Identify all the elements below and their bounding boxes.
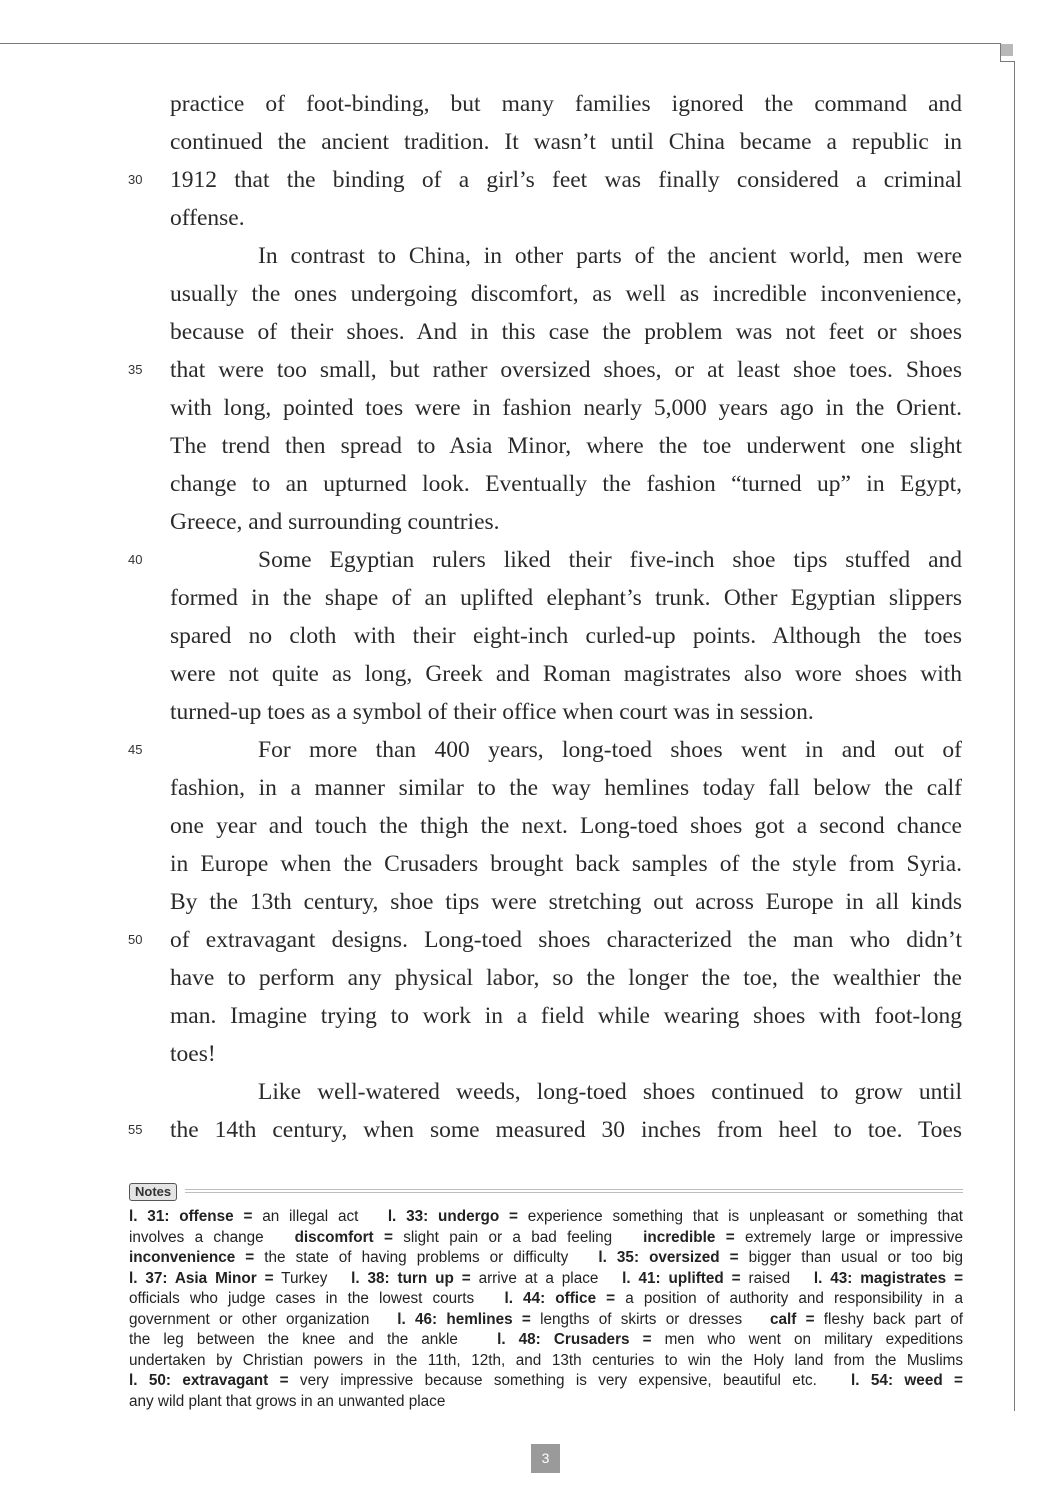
note-line	[129, 1330, 963, 1351]
passage-line-text: spared no cloth with their eight-inch curled-up points. Although the toes	[170, 623, 962, 649]
passage-line	[128, 1111, 962, 1149]
passage-line	[128, 731, 962, 769]
right-border-rule	[1000, 61, 1014, 62]
note-definition: extremely large or impressive	[734, 1228, 963, 1246]
passage-line	[170, 617, 962, 655]
passage-line	[170, 959, 962, 997]
line-number: 40	[128, 552, 143, 567]
corner-marker	[1001, 44, 1013, 56]
note-definition: government or other organization	[129, 1310, 398, 1328]
note-term: l. 48: Crusaders =	[497, 1331, 652, 1348]
note-definition: men who went on military expeditions	[651, 1331, 963, 1348]
passage-line-text: By the 13th century, shoe tips were stretching out across Europe in all kinds	[170, 889, 962, 915]
passage-line-text: Like well-watered weeds, long-toed shoes continued to grow until	[258, 1079, 962, 1105]
note-line	[129, 1392, 963, 1413]
note-line	[129, 1289, 963, 1310]
note-definition: officials who judge cases in the lowest courts	[129, 1290, 505, 1307]
passage-line	[170, 427, 962, 465]
passage-line-text: turned-up toes as a symbol of their office when court was in session.	[170, 699, 814, 725]
note-line	[129, 1351, 963, 1372]
note-term: l. 41: uplifted =	[622, 1269, 741, 1287]
passage-line-text: offense.	[170, 205, 245, 231]
note-term: l. 31: offense =	[129, 1208, 253, 1225]
passage-line	[170, 503, 962, 541]
passage-line	[170, 807, 962, 845]
note-term: l. 46: hemlines =	[397, 1310, 531, 1328]
note-line	[129, 1248, 963, 1269]
passage-line	[170, 123, 962, 161]
notes-divider	[185, 1192, 963, 1193]
note-term: l. 50: extravagant =	[129, 1372, 289, 1389]
top-border-rule	[0, 43, 1000, 44]
note-definition: Turkey	[273, 1269, 352, 1287]
note-definition: the leg between the knee and the ankle	[129, 1331, 498, 1348]
vocabulary-notes	[129, 1207, 963, 1412]
passage-line-text: have to perform any physical labor, so the longer the toe, the wealthier the	[170, 965, 962, 991]
passage-line	[170, 465, 962, 503]
notes-divider	[185, 1189, 963, 1190]
passage-line-text: formed in the shape of an uplifted elephant’s trunk. Other Egyptian slippers	[170, 585, 962, 611]
passage-line-text: The trend then spread to Asia Minor, where the toe underwent one slight	[170, 433, 962, 459]
passage-line	[170, 275, 962, 313]
note-definition: any wild plant that grows in an unwanted place	[129, 1392, 446, 1410]
line-number: 45	[128, 742, 143, 757]
passage-line-text: Some Egyptian rulers liked their five-inch shoe tips stuffed and	[258, 547, 962, 573]
passage-line	[128, 161, 962, 199]
notes-header	[129, 1183, 963, 1201]
note-term: l. 38: turn up =	[351, 1269, 471, 1287]
note-definition: very impressive because something is very expensive, beautiful etc.	[288, 1372, 852, 1389]
passage-line-text: because of their shoes. And in this case the problem was not feet or shoes	[170, 319, 962, 345]
line-number: 55	[128, 1122, 143, 1137]
passage-line	[170, 845, 962, 883]
passage-line-text: that were too small, but rather oversized shoes, or at least shoe toes. Shoes	[170, 357, 962, 383]
passage-line	[170, 199, 962, 237]
note-definition: arrive at a place	[470, 1269, 623, 1287]
passage-line	[128, 921, 962, 959]
note-term: l. 37: Asia Minor =	[129, 1269, 274, 1287]
note-term: discomfort =	[294, 1228, 393, 1246]
passage-line-text: fashion, in a manner similar to the way hemlines today fall below the calf	[170, 775, 962, 801]
passage-line-text: practice of foot-binding, but many families ignored the command and	[170, 91, 962, 117]
note-line	[129, 1207, 963, 1228]
note-term: l. 44: office =	[504, 1290, 616, 1307]
note-definition: experience something that is unpleasant or something that	[517, 1208, 963, 1225]
note-line	[129, 1269, 963, 1290]
passage-line	[170, 313, 962, 351]
note-definition: the state of having problems or difficulty	[254, 1249, 599, 1266]
passage-line-text: For more than 400 years, long-toed shoes went in and out of	[258, 737, 962, 763]
passage-line	[170, 883, 962, 921]
passage-line	[170, 1073, 962, 1111]
note-term: l. 43: magistrates =	[813, 1269, 964, 1287]
passage-line	[170, 85, 962, 123]
note-definition: fleshy back part of	[814, 1310, 963, 1328]
passage-line-text: In contrast to China, in other parts of the ancient world, men were	[258, 243, 962, 269]
passage-line	[170, 769, 962, 807]
passage-line	[170, 579, 962, 617]
page-number: 3	[531, 1444, 560, 1473]
passage-line	[128, 351, 962, 389]
passage-line-text: change to an upturned look. Eventually the fashion “turned up” in Egypt,	[170, 471, 962, 497]
line-number: 30	[128, 172, 143, 187]
passage-line	[170, 997, 962, 1035]
passage-line-text: the 14th century, when some measured 30 inches from heel to toe. Toes	[170, 1117, 962, 1143]
passage-line	[170, 1035, 962, 1073]
passage-line	[170, 237, 962, 275]
note-line	[129, 1228, 963, 1249]
passage-line-text: 1912 that the binding of a girl’s feet was finally considered a criminal	[170, 167, 962, 193]
reading-passage	[128, 85, 962, 1149]
passage-line	[170, 389, 962, 427]
right-border-rule	[1014, 61, 1015, 1411]
passage-line-text: of extravagant designs. Long-toed shoes characterized the man who didn’t	[170, 927, 962, 953]
note-term: l. 35: oversized =	[598, 1249, 739, 1266]
note-term: l. 33: undergo =	[387, 1208, 518, 1225]
note-line	[129, 1371, 963, 1392]
note-definition: a position of authority and responsibility in a	[615, 1290, 964, 1307]
passage-line-text: toes!	[170, 1041, 216, 1067]
passage-line	[128, 541, 962, 579]
notes-label: Notes	[129, 1183, 177, 1201]
note-definition: lengths of skirts or dresses	[530, 1310, 770, 1328]
note-term: l. 54: weed =	[851, 1372, 963, 1389]
passage-line-text: one year and touch the thigh the next. Long-toed shoes got a second chance	[170, 813, 962, 839]
line-number: 35	[128, 362, 143, 377]
note-definition: raised	[740, 1269, 814, 1287]
note-definition: slight pain or a bad feeling	[392, 1228, 644, 1246]
passage-line	[170, 693, 962, 731]
line-number: 50	[128, 932, 143, 947]
passage-line-text: in Europe when the Crusaders brought back samples of the style from Syria.	[170, 851, 962, 877]
note-definition: undertaken by Christian powers in the 11th, 12th, and 13th centuries to win the Holy land from the Muslims	[129, 1351, 963, 1369]
note-definition: involves a change	[129, 1228, 295, 1246]
note-term: inconvenience =	[129, 1249, 255, 1266]
note-term: calf =	[769, 1310, 815, 1328]
passage-line-text: man. Imagine trying to work in a field while wearing shoes with foot-long	[170, 1003, 962, 1029]
passage-line-text: Greece, and surrounding countries.	[170, 509, 500, 535]
passage-line-text: continued the ancient tradition. It wasn’t until China became a republic in	[170, 129, 962, 155]
note-line	[129, 1310, 963, 1331]
passage-line	[170, 655, 962, 693]
passage-line-text: usually the ones undergoing discomfort, as well as incredible inconvenience,	[170, 281, 962, 307]
passage-line-text: with long, pointed toes were in fashion nearly 5,000 years ago in the Orient.	[170, 395, 962, 421]
note-term: incredible =	[643, 1228, 735, 1246]
note-definition: bigger than usual or too big	[738, 1249, 963, 1266]
passage-line-text: were not quite as long, Greek and Roman magistrates also wore shoes with	[170, 661, 962, 687]
note-definition: an illegal act	[252, 1208, 388, 1225]
